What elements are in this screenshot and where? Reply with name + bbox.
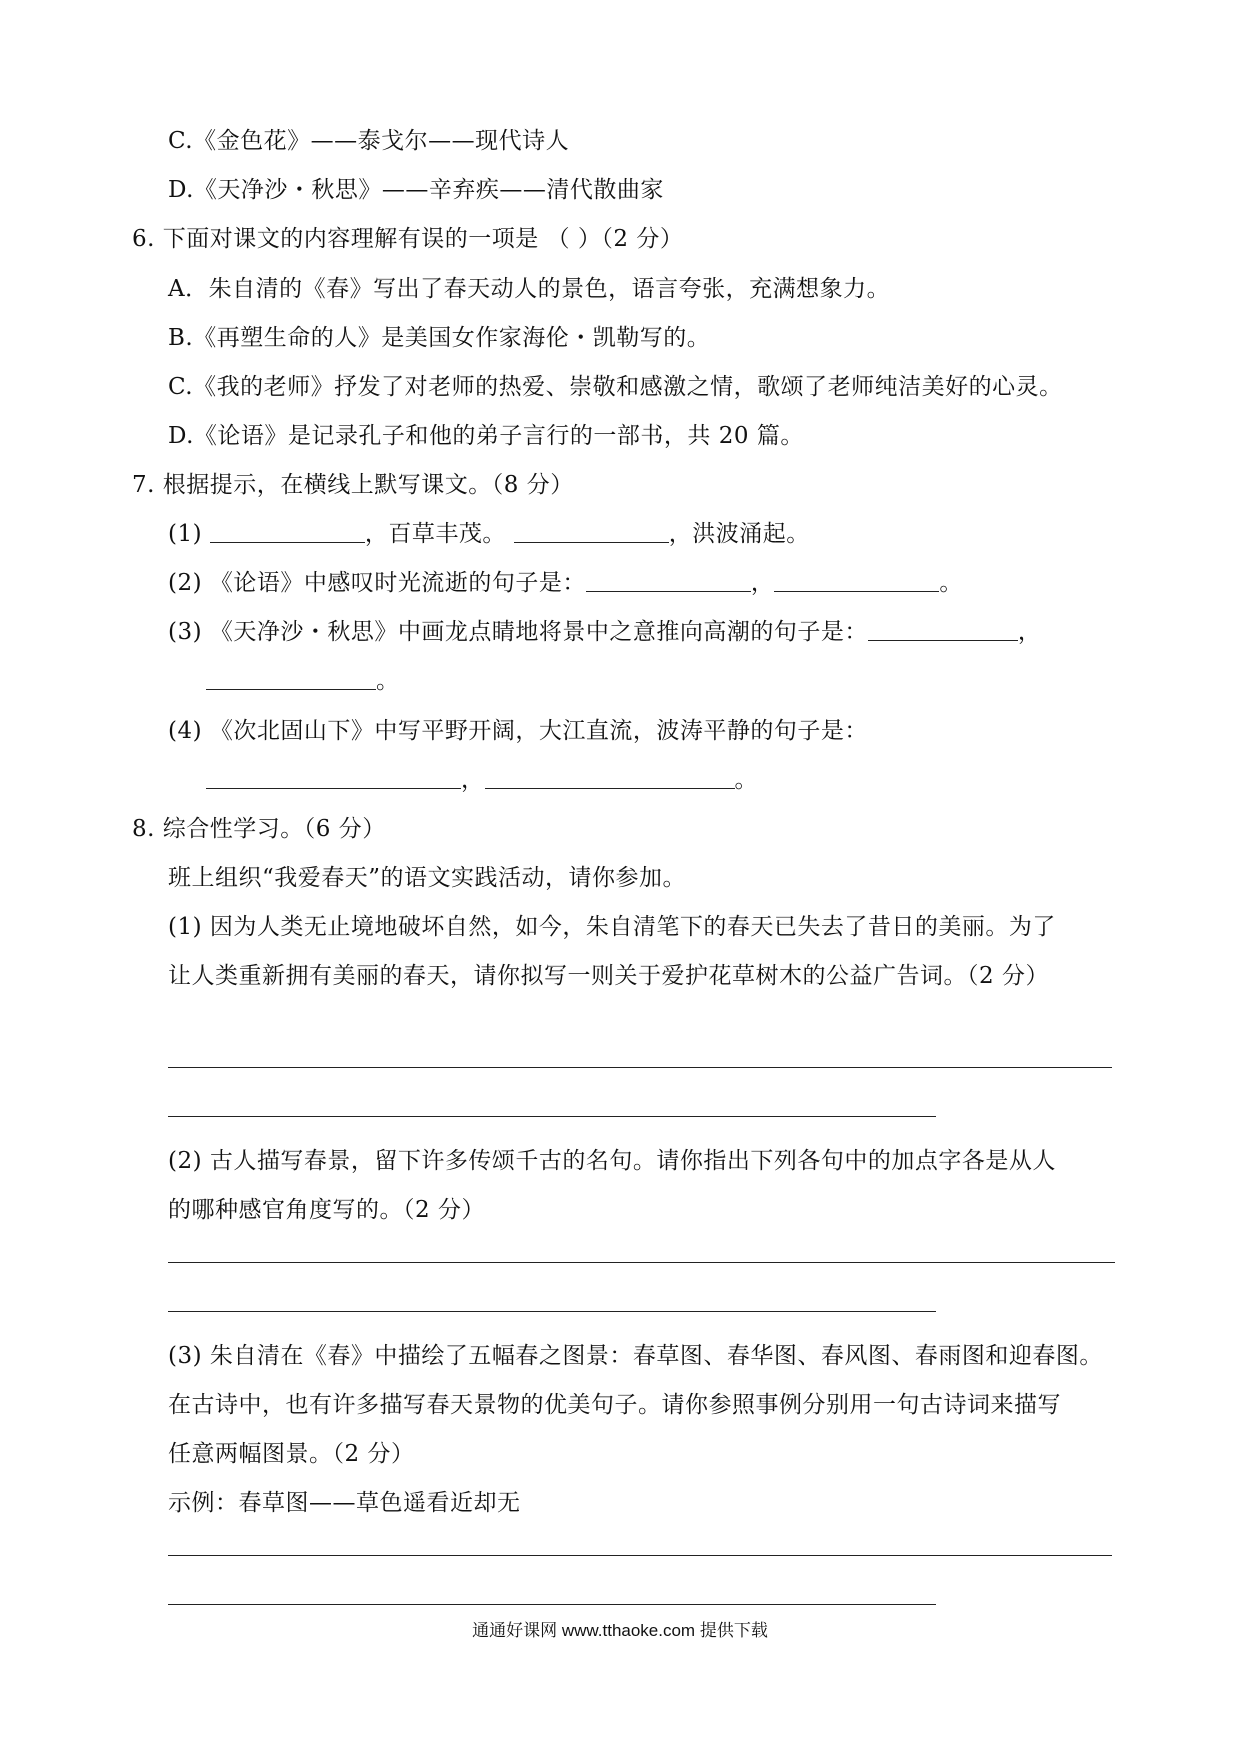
answer-blank[interactable]	[206, 667, 376, 690]
answer-line[interactable]	[168, 1262, 1115, 1263]
q7-item-4-continued	[206, 765, 758, 795]
q5-option-d: D.《天净沙・秋思》——辛弃疾——清代散曲家	[168, 177, 664, 203]
q7-item-2	[168, 568, 963, 598]
answer-blank[interactable]	[210, 520, 365, 543]
q8-example: 示例：春草图——草色遥看近却无	[168, 1490, 521, 1516]
q7-item-4-text: 《次北固山下》中写平野开阔，大江直流，波涛平静的句子是：	[209, 718, 868, 744]
q7-item-3-end: 。	[376, 668, 400, 694]
q7-stem: 7. 根据提示，在横线上默写课文。（8 分）	[132, 472, 574, 498]
q7-item-1-end: ，洪波涌起。	[668, 521, 810, 547]
answer-blank[interactable]	[514, 520, 669, 543]
page-footer: 通通好课网 www.tthaoke.com 提供下载	[472, 1621, 768, 1640]
q8-part1-line1: (1) 因为人类无止境地破坏自然，如今，朱自清笔下的春天已失去了昔日的美丽。为了	[168, 914, 1056, 940]
answer-line[interactable]	[168, 1604, 936, 1605]
q6-option-a: A．朱自清的《春》写出了春天动人的景色，语言夸张，充满想象力。	[168, 276, 891, 302]
q8-part3-line2: 在古诗中，也有许多描写春天景物的优美句子。请你参照事例分别用一句古诗词来描写	[168, 1392, 1061, 1418]
q7-item-2-end: 。	[939, 570, 963, 596]
answer-blank[interactable]	[868, 618, 1018, 641]
q7-item-2-label: (2)	[168, 570, 203, 596]
answer-blank[interactable]	[774, 569, 939, 592]
q8-part3-line1: (3) 朱自清在《春》中描绘了五幅春之图景：春草图、春华图、春风图、春雨图和迎春图。	[168, 1343, 1103, 1369]
q6-option-c: C.《我的老师》抒发了对老师的热爱、崇敬和感激之情，歌颂了老师纯洁美好的心灵。	[168, 374, 1063, 400]
q5-option-c: C.《金色花》——泰戈尔——现代诗人	[168, 128, 570, 154]
q8-part3-line3: 任意两幅图景。（2 分）	[168, 1441, 415, 1467]
q8-part2-line1: (2) 古人描写春景，留下许多传颂千古的名句。请你指出下列各句中的加点字各是从人	[168, 1148, 1056, 1174]
q7-item-4	[168, 716, 868, 746]
q8-intro: 班上组织“我爱春天”的语文实践活动，请你参加。	[168, 865, 687, 891]
answer-blank[interactable]	[206, 766, 461, 789]
answer-line[interactable]	[168, 1311, 936, 1312]
q7-item-4-sep: ，	[461, 767, 485, 793]
answer-blank[interactable]	[586, 569, 751, 592]
q7-item-1	[168, 519, 810, 549]
answer-line[interactable]	[168, 1116, 936, 1117]
q6-option-d: D.《论语》是记录孔子和他的弟子言行的一部书，共 20 篇。	[168, 423, 804, 449]
q7-item-3-text: 《天净沙・秋思》中画龙点睛地将景中之意推向高潮的句子是：	[209, 619, 868, 645]
answer-blank[interactable]	[485, 766, 735, 789]
q7-item-3-sep: ，	[1017, 619, 1042, 645]
q6-stem: 6. 下面对课文的内容理解有误的一项是 （ ）（2 分）	[132, 226, 684, 252]
q7-item-2-sep: ，	[750, 570, 775, 596]
q7-item-3-label: (3)	[168, 619, 203, 645]
q7-item-1-label: (1)	[168, 521, 203, 547]
answer-line[interactable]	[168, 1555, 1112, 1556]
q8-stem: 8. 综合性学习。（6 分）	[132, 816, 386, 842]
q7-item-3-continued	[206, 666, 400, 696]
q7-item-3	[168, 617, 1041, 647]
q7-item-4-end: 。	[734, 767, 758, 793]
q8-part1-line2: 让人类重新拥有美丽的春天，请你拟写一则关于爱护花草树木的公益广告词。（2 分）	[168, 963, 1049, 989]
q6-option-b: B.《再塑生命的人》是美国女作家海伦・凯勒写的。	[168, 325, 711, 351]
q7-item-1-mid: ，百草丰茂。	[364, 521, 506, 547]
q7-item-2-text: 《论语》中感叹时光流逝的句子是：	[209, 570, 586, 596]
answer-line[interactable]	[168, 1067, 1112, 1068]
q8-part2-line2: 的哪种感官角度写的。（2 分）	[168, 1197, 485, 1223]
q7-item-4-label: (4)	[168, 718, 203, 744]
